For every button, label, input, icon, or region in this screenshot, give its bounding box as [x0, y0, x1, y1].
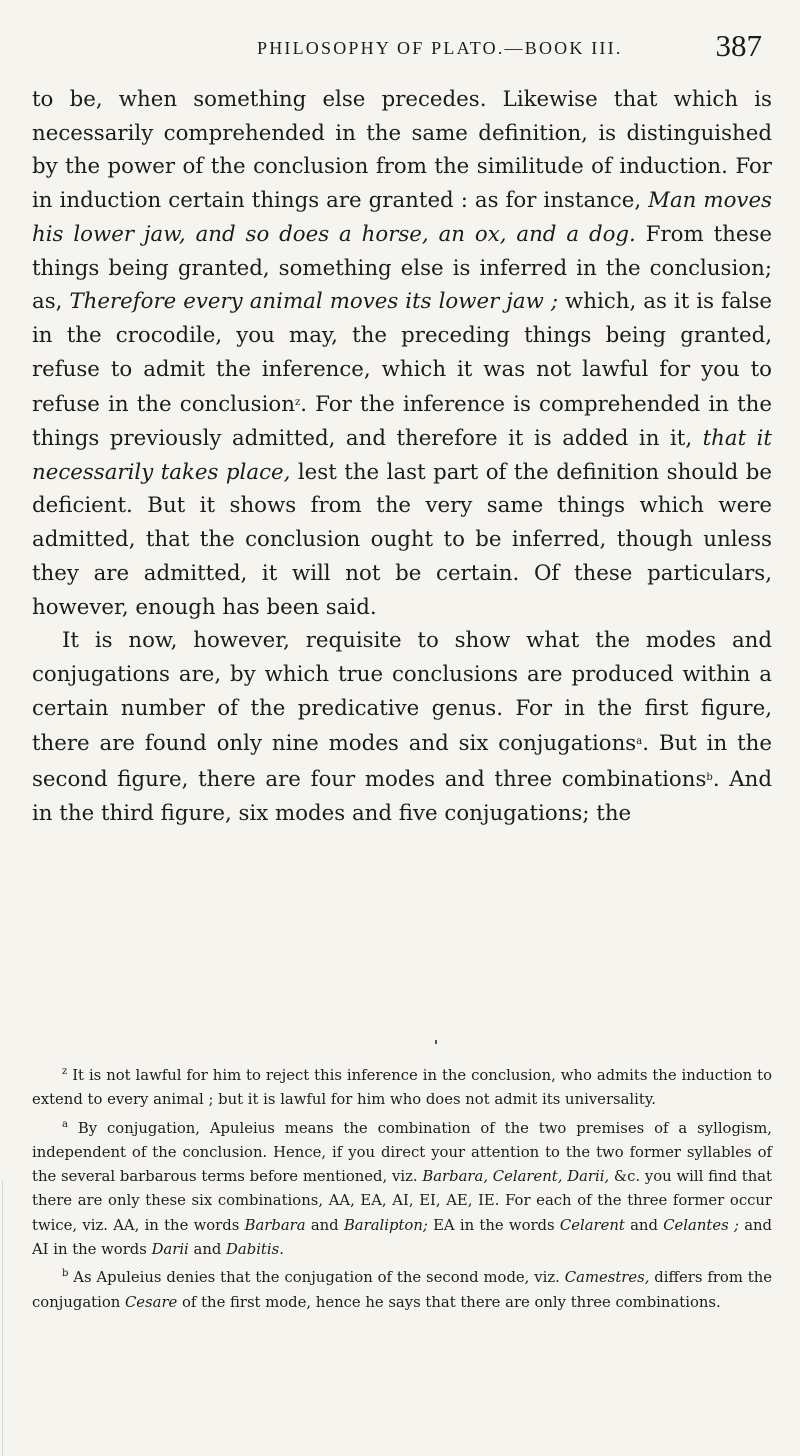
- text-run: It is not lawful for him to reject this inference in the conclusion, who admits the induction to extend to every animal ; but it is lawful for him who does not admit its universality.: [32, 1067, 772, 1109]
- footnote-marker: a: [636, 736, 643, 748]
- text-run: By conjugation, Apuleius means the combination of the two premises of a syllogism, independent of the conclusion. Hence, if you direct your attention to the two former syllables of the several barbarous terms before mentioned, viz.: [32, 1119, 772, 1186]
- text-run: which, as it is false in the crocodile, you may, the preceding things being granted, refuse to admit the inference, which it was not lawful for you to refuse in the conclusion: [32, 289, 772, 418]
- text-run: . But in the second figure, there are four modes and three combinations: [32, 731, 772, 793]
- running-title: PHILOSOPHY OF PLATO.—BOOK III.: [257, 38, 623, 58]
- text-run: differs from the conjugation: [32, 1269, 772, 1311]
- text-run: . And in the third figure, six modes and five conjugations; the: [32, 767, 772, 826]
- text-run: to be, when something else precedes. Likewise that which is necessarily comprehended in the same definition, is distinguished by the power of the conclusion from the similitude of induction. For in induction certain things are granted : as for instance,: [32, 87, 772, 214]
- page-header: [257, 28, 762, 68]
- italic-text: Dabitis.: [226, 1241, 284, 1259]
- italic-text: Celantes ;: [663, 1216, 739, 1234]
- footnote-marker: a: [62, 1118, 68, 1130]
- italic-text: Barbara, Celarent, Darii,: [422, 1168, 610, 1186]
- paragraph-2: [32, 624, 772, 830]
- italic-text: Cesare: [124, 1293, 178, 1311]
- text-run: It is now, however, requisite to show what the modes and conjugations are, by which true conclusions are produced within a certain number of the predicative genus. For in the first figure, there are found only nine modes and six conjugations: [32, 628, 772, 757]
- italic-text: Baralipton;: [343, 1216, 428, 1234]
- italic-text: Camestres,: [564, 1269, 650, 1287]
- footnotes: [32, 1060, 772, 1315]
- footnote-marker: z: [62, 1066, 68, 1077]
- paragraph-1: [32, 83, 772, 624]
- footnote-a: [32, 1113, 772, 1263]
- page-number: 387: [715, 28, 762, 63]
- footnote-marker: b: [706, 772, 713, 784]
- text-run: of the first mode, hence he says that there are only three combinations.: [177, 1293, 721, 1311]
- footnote-marker: z: [294, 397, 301, 409]
- footnote-divider-mark: [435, 1040, 437, 1044]
- text-run: As Apuleius denies that the conjugation of the second mode, viz.: [68, 1269, 565, 1287]
- italic-text: Darii: [151, 1241, 189, 1259]
- text-run: . For the inference is comprehended in the things previously admitted, and therefore it is added in it,: [32, 392, 773, 452]
- italic-text: Celarent: [559, 1216, 625, 1234]
- footnote-marker: b: [62, 1268, 69, 1280]
- italic-text: Therefore every animal moves its lower jaw ;: [69, 289, 559, 315]
- text-run: lest the last part of the definition should be deficient. But it shows from the very same things which were admitted, that the conclusion ought to be inferred, though unless they are admitted, it will not be certain. Of these particulars, however, enough has been said.: [32, 459, 773, 620]
- main-text: [32, 83, 772, 830]
- text-run: and: [188, 1241, 227, 1259]
- text-run: &c. you will find that there are only these six combinations, AA, EA, AI, EI, AE, IE. For each of the three former occur twice, viz. AA, in the words: [32, 1168, 772, 1234]
- text-run: and AI in the words: [32, 1216, 773, 1259]
- text-run: EA in the words: [427, 1216, 560, 1234]
- text-run: From these things being granted, something else is inferred in the conclusion; as,: [32, 221, 772, 315]
- footnote-b: [32, 1262, 772, 1315]
- footnote-z: [32, 1060, 772, 1113]
- text-run: and: [624, 1216, 664, 1234]
- text-run: and: [305, 1216, 344, 1234]
- italic-text: that it necessarily takes place,: [32, 426, 772, 485]
- scan-edge-line: [2, 1180, 3, 1456]
- italic-text: Man moves his lower jaw, and so does a horse, an ox, and a dog.: [32, 188, 772, 247]
- italic-text: Barbara: [244, 1216, 306, 1234]
